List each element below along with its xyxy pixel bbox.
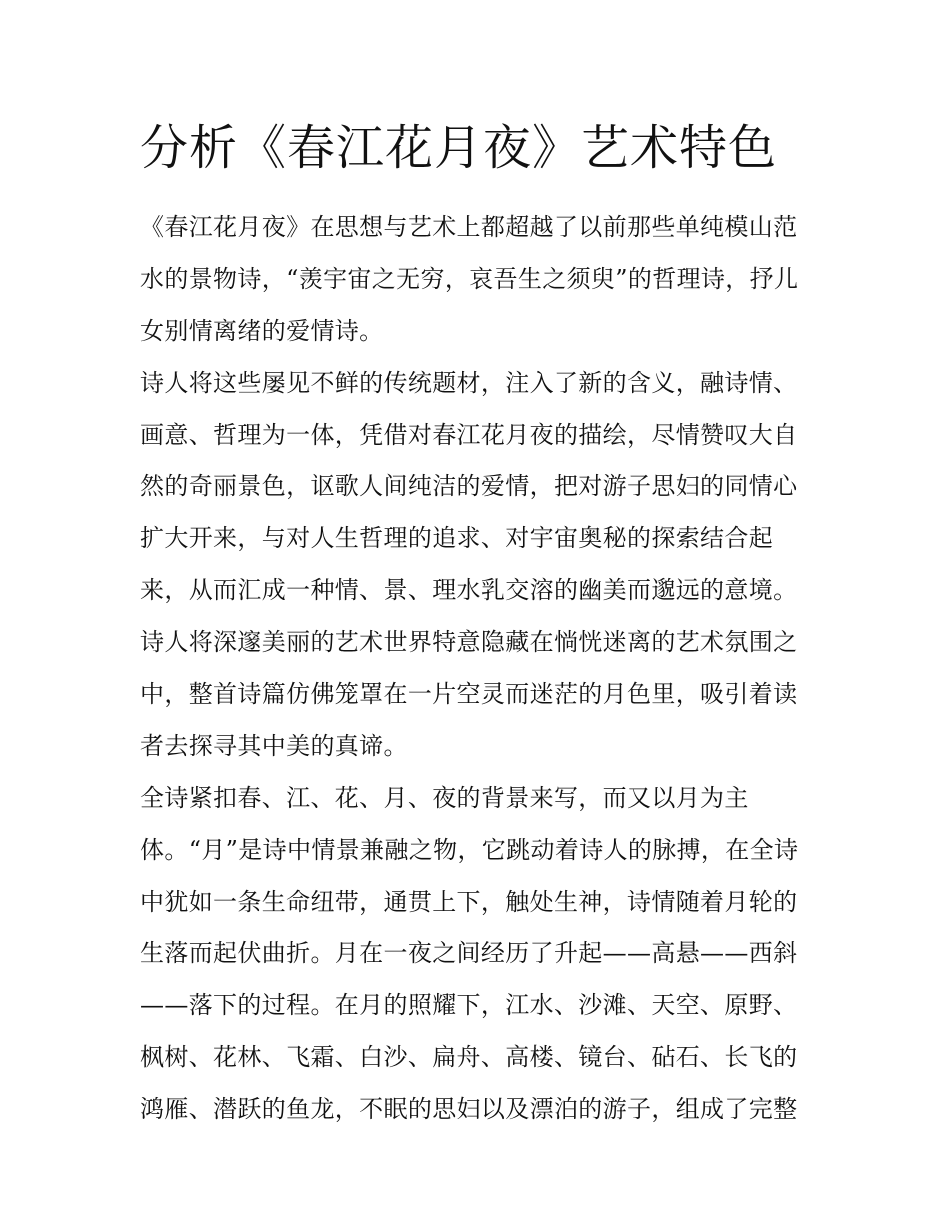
body-line: 枫树、花林、飞霜、白沙、扁舟、高楼、镜台、砧石、长飞的 [140, 1043, 798, 1072]
body-line: 鸿雁、潜跃的鱼龙，不眠的思妇以及漂泊的游子，组成了完整 [140, 1095, 798, 1124]
body-line: 女别情离绪的爱情诗。 [140, 316, 384, 345]
body-line: 扩大开来，与对人生哲理的追求、对宇宙奥秘的探索结合起 [140, 524, 774, 553]
body-line: ——落下的过程。在月的照耀下，江水、沙滩、天空、原野、 [140, 991, 798, 1020]
page-title: 分析《春江花月夜》艺术特色 [140, 120, 778, 176]
body-line: 然的奇丽景色，讴歌人间纯洁的爱情，把对游子思妇的同情心 [140, 472, 798, 501]
body-line: 诗人将深邃美丽的艺术世界特意隐藏在惝恍迷离的艺术氛围之 [140, 628, 798, 657]
article-body [140, 202, 820, 1136]
body-line: 诗人将这些屡见不鲜的传统题材，注入了新的含义，融诗情、 [140, 368, 798, 397]
body-line: 生落而起伏曲折。月在一夜之间经历了升起——高悬——西斜 [140, 939, 798, 968]
body-line: 全诗紧扣春、江、花、月、夜的背景来写，而又以月为主 [140, 783, 749, 812]
body-line: 水的景物诗，“羡宇宙之无穷，哀吾生之须臾”的哲理诗，抒儿 [140, 264, 799, 293]
body-line: 体。“月”是诗中情景兼融之物，它跳动着诗人的脉搏，在全诗 [140, 835, 799, 864]
body-line: 来，从而汇成一种情、景、理水乳交溶的幽美而邈远的意境。 [140, 576, 798, 605]
body-line: 画意、哲理为一体，凭借对春江花月夜的描绘，尽情赞叹大自 [140, 420, 798, 449]
body-line: 中犹如一条生命纽带，通贯上下，触处生神，诗情随着月轮的 [140, 887, 798, 916]
body-line: 《春江花月夜》在思想与艺术上都超越了以前那些单纯模山范 [140, 213, 798, 241]
body-line: 者去探寻其中美的真谛。 [140, 731, 408, 760]
body-line: 中，整首诗篇仿佛笼罩在一片空灵而迷茫的月色里，吸引着读 [140, 680, 798, 709]
